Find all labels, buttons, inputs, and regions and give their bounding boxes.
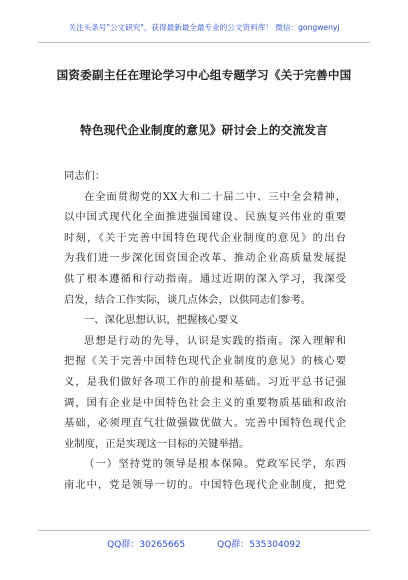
document-title-line-2: 特色现代企业制度的意见》研讨会上的交流发言 — [80, 123, 328, 137]
footer-divider — [38, 530, 370, 531]
paragraph-line: 基础，必须理直气壮做强做优做大。完善中国特色现代企 — [64, 417, 346, 430]
paragraph-line: 把握《关于完善中国特色现代企业制度的意见》的核心要 — [64, 355, 346, 368]
salutation: 同志们： — [64, 170, 106, 182]
header-banner: 关注头条号"公文研究"，获得最新最全最专业的公文资料库！ 微信：gongwenyj — [68, 23, 340, 32]
paragraph-line: 启发，结合工作实际，谈几点体会，以供同志们参考。 — [64, 293, 312, 306]
paragraph-line: （一）坚持党的领导是根本保障。党政军民学，东西 — [84, 458, 346, 471]
paragraph-line: 业制度，正是实现这一目标的关键举措。 — [64, 437, 250, 450]
footer-qq-group-2: QQ群：535304092 — [217, 540, 301, 550]
document-title-line-1: 国资委副主任在理论学习中心组专题学习《关于完善中国 — [56, 68, 352, 82]
paragraph-line: 时刻，《关于完善中国特色现代企业制度的意见》的出台 — [64, 231, 346, 244]
paragraph-line: 义，是我们做好各项工作的前提和基础。习近平总书记强 — [64, 375, 346, 388]
paragraph-line: 在全面贯彻党的XX大和二十届二中、三中全会精神， — [84, 190, 346, 203]
footer-qq-group-1: QQ群：30265665 — [107, 540, 186, 550]
header-divider — [38, 42, 370, 43]
paragraph-line: 供了根本遵循和行动指南。通过近期的深入学习，我深受 — [64, 272, 346, 285]
paragraph-line: 以中国式现代化全面推进强国建设、民族复兴伟业的重要 — [64, 211, 346, 224]
paragraph-line: 南北中，党是领导一切的。中国特色现代企业制度，把党 — [64, 478, 346, 491]
document-body — [64, 166, 346, 496]
paragraph-line: 调，国有企业是中国特色社会主义的重要物质基础和政治 — [64, 396, 346, 409]
footer — [0, 537, 408, 550]
section-heading: 一、深化思想认识，把握核心要义 — [84, 314, 239, 327]
paragraph-line: 思想是行动的先导，认识是实践的指南。深入理解和 — [84, 334, 346, 347]
paragraph-line: 为我们进一步深化国资国企改革、推动企业高质量发展提 — [64, 252, 346, 265]
